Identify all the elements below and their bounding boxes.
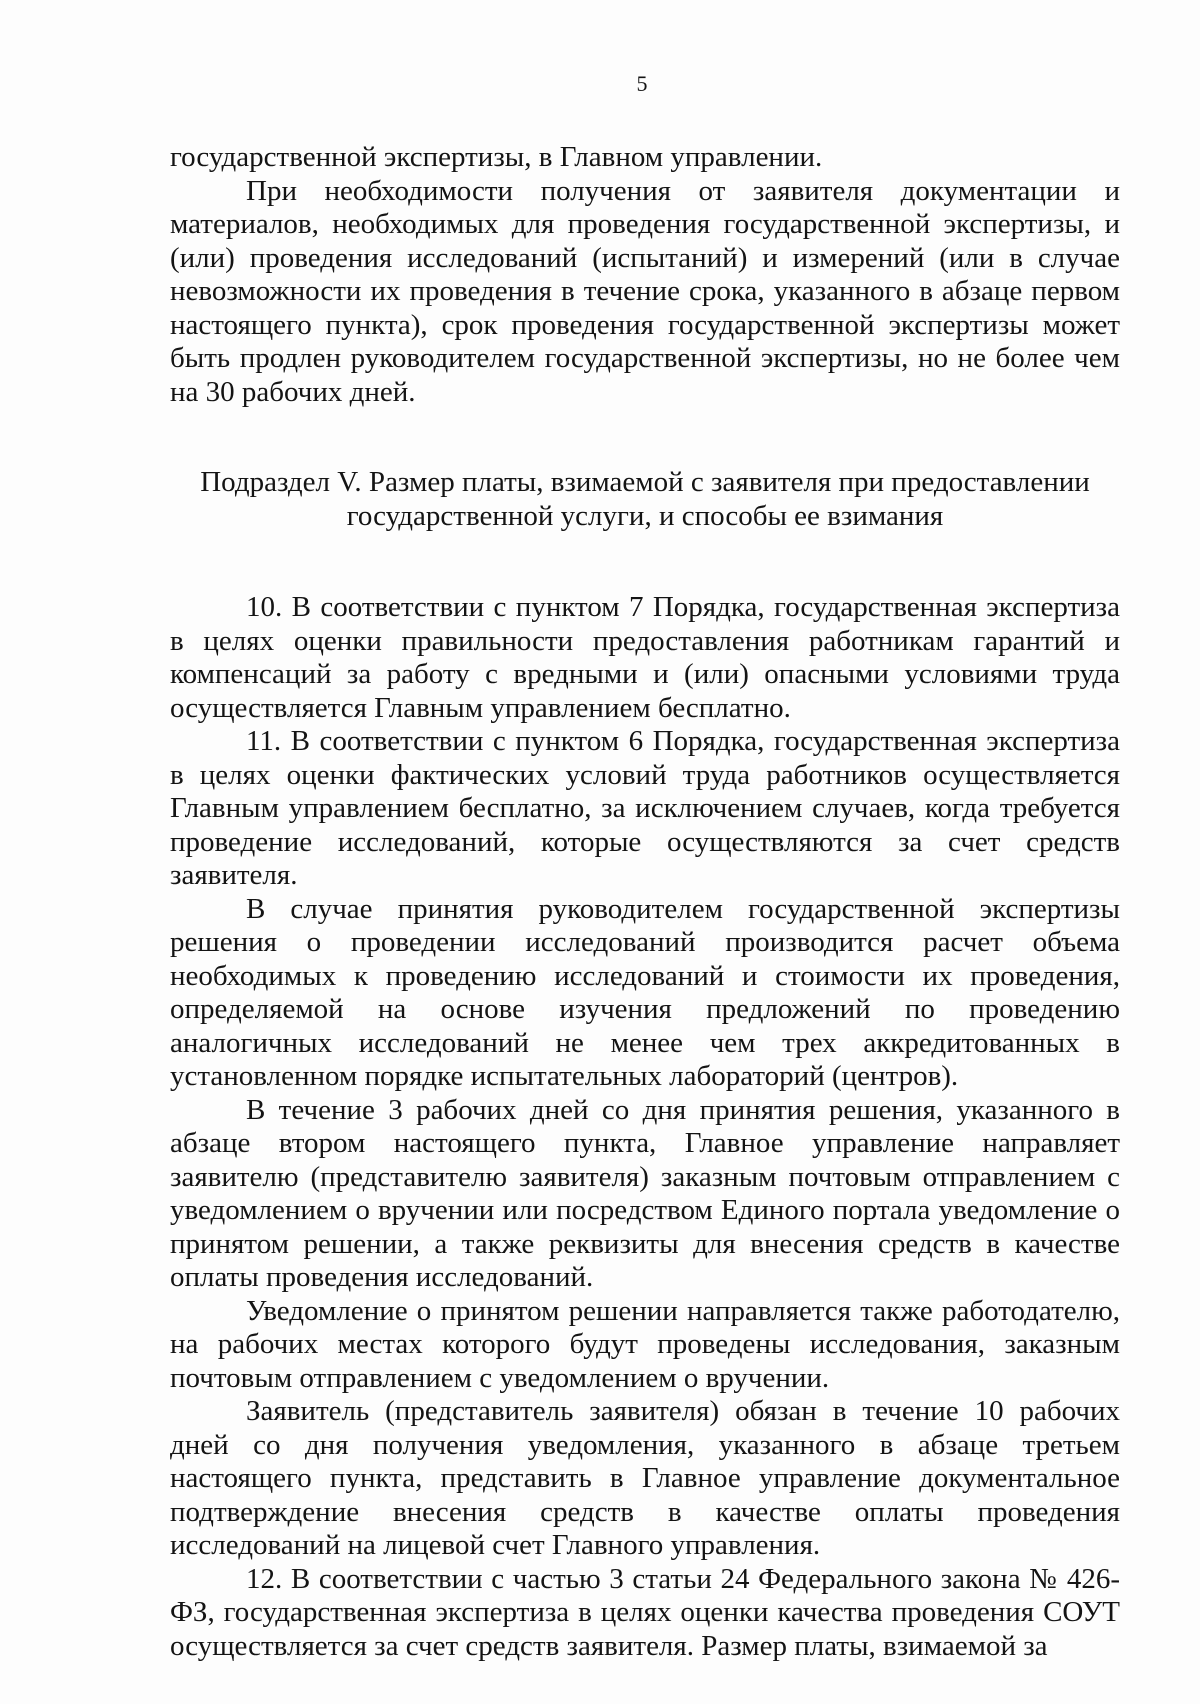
section-heading xyxy=(170,466,1120,533)
paragraph-notification-term: В течение 3 рабочих дней со дня принятия решения, указанного в абзаце втором настоящего пункта, Главное управление направляет заявителю (представителю заявителя) заказным почтовым отправлением с уведомлением о вручении или посредством Единого портала уведомление о принятом решении, а также реквизиты для внесения средств в качестве оплаты проведения исследований. xyxy=(170,1093,1120,1293)
paragraph-employer-notification: Уведомление о принятом решении направляется также работодателю, на рабочих местах которого будут проведены исследования, заказным почтовым отправлением с уведомлением о вручении. xyxy=(170,1294,1120,1394)
page-number: 5 xyxy=(636,71,648,96)
paragraph-item-10: 10. В соответствии с пунктом 7 Порядка, государственная экспертиза в целях оценки правильности предоставления работникам гарантий и компенсаций за работу с вредными и (или) опасными условиями труда осуществляется Главным управлением бесплатно. xyxy=(170,591,1120,724)
paragraph-research-decision: В случае принятия руководителем государственной экспертизы решения о проведении исследований производится расчет объема необходимых к проведению исследований и стоимости их проведения, определяемой на основе изучения предложений по проведению аналогичных исследований не менее чем трех аккредитованных в установленном порядке испытательных лабораторий (центров). xyxy=(170,892,1120,1092)
paragraph-payment-confirmation: Заявитель (представитель заявителя) обязан в течение 10 рабочих дней со дня получения уведомления, указанного в абзаце третьем настоящего пункта, представить в Главное управление документальное подтверждение внесения средств в качестве оплаты проведения исследований на лицевой счет Главного управления. xyxy=(170,1395,1120,1561)
paragraph-extension-term: При необходимости получения от заявителя документации и материалов, необходимых для проведения государственной экспертизы, и (или) проведения исследований (испытаний) и измерений (или в случае невозможности их проведения в течение срока, указанного в абзаце первом настоящего пункта), срок проведения государственной экспертизы может быть продлен руководителем государственной экспертизы, но не более чем на 30 рабочих дней. xyxy=(170,174,1120,408)
paragraph-item-11: 11. В соответствии с пунктом 6 Порядка, государственная экспертиза в целях оценки фактических условий труда работников осуществляется Главным управлением бесплатно, за исключением случаев, когда требуется проведение исследований, которые осуществляются за счет средств заявителя. xyxy=(170,725,1120,891)
document-body xyxy=(170,141,1120,1663)
paragraph-item-12: 12. В соответствии с частью 3 статьи 24 Федерального закона № 426-ФЗ, государственная экспертиза в целях оценки качества проведения СОУТ осуществляется за счет средств заявителя. Размер платы, взимаемой за xyxy=(170,1562,1120,1662)
section-heading-line-1: Подраздел V. Размер платы, взимаемой с заявителя при предоставлении xyxy=(200,466,1090,498)
paragraph-continuation: государственной экспертизы, в Главном управлении. xyxy=(170,141,823,173)
section-heading-line-2: государственной услуги, и способы ее взимания xyxy=(346,499,944,532)
